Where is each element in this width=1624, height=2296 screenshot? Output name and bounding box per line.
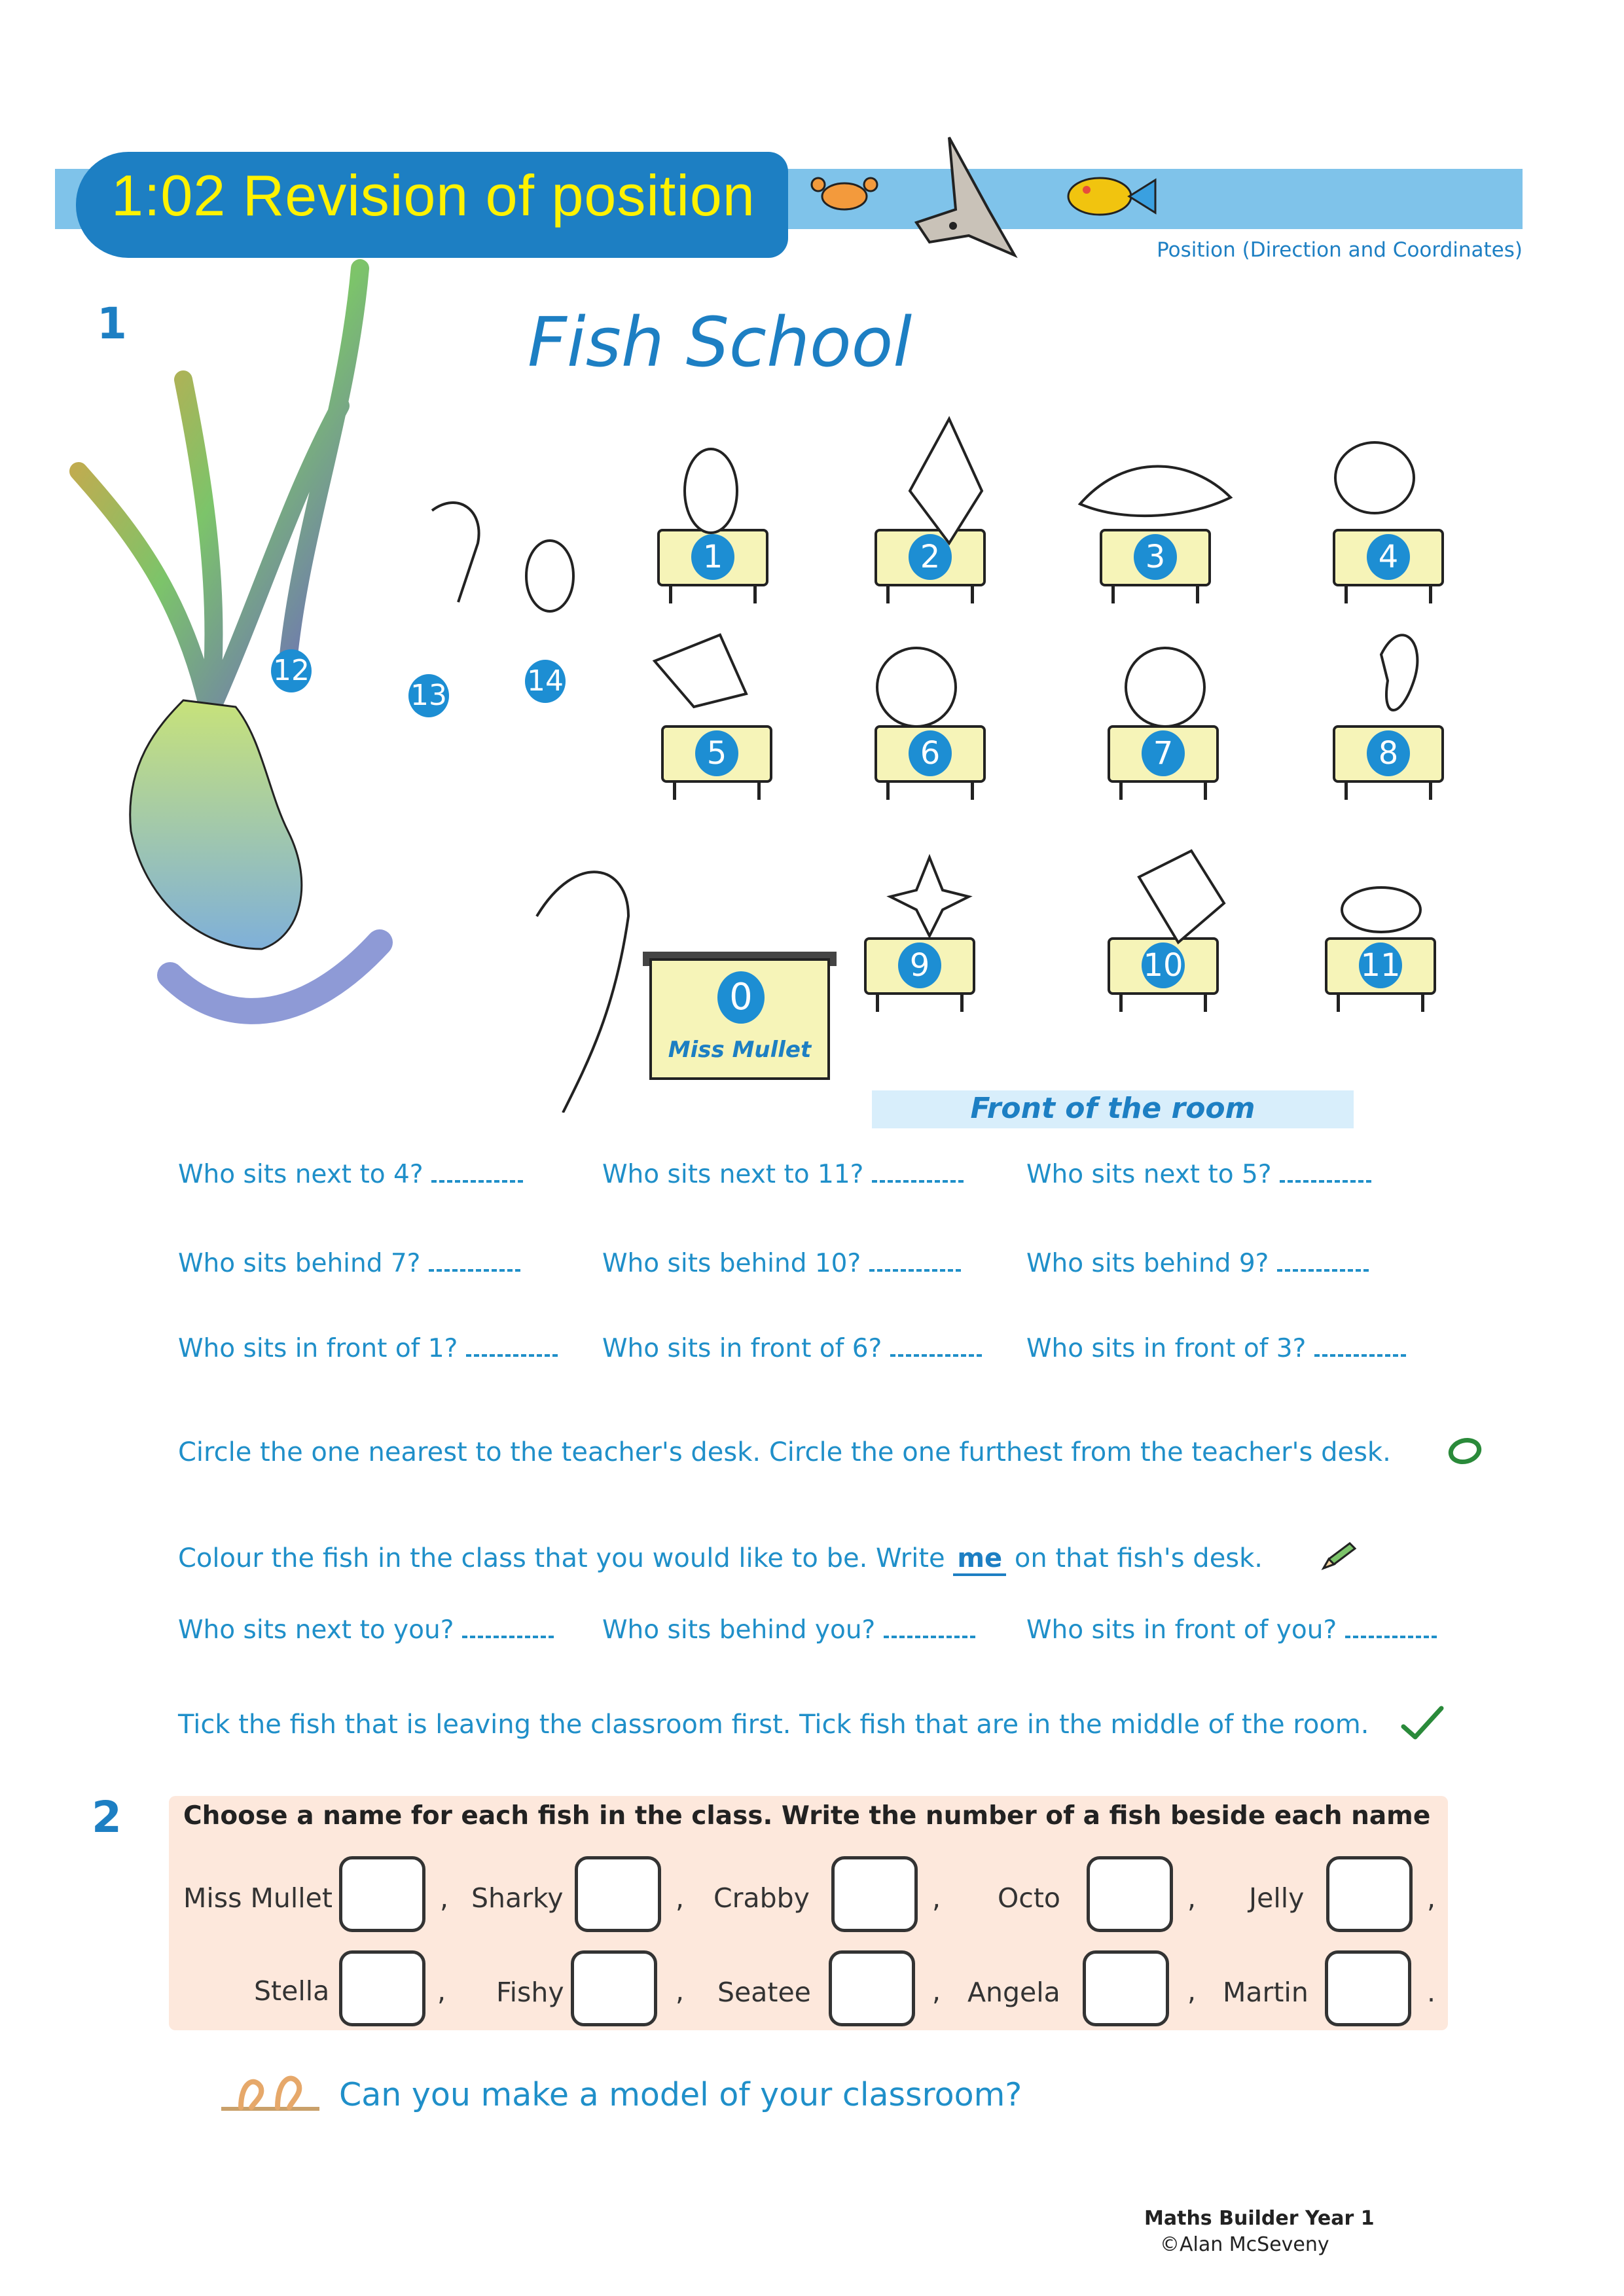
name-label: Crabby [713, 1882, 810, 1914]
number-answer-box[interactable] [1325, 1950, 1411, 2026]
header-sea-creatures [799, 98, 1191, 275]
desk-number: 7 [1142, 730, 1185, 776]
name-label: Miss Mullet [183, 1882, 333, 1914]
footer-author: ©Alan McSeveny [1160, 2233, 1329, 2256]
fish-number-13: 13 [408, 674, 449, 717]
naming-instruction: Choose a name for each fish in the class. Write the number of a fish beside each name [183, 1801, 1431, 1831]
desk-number: 11 [1359, 942, 1402, 988]
separator: , [1187, 1882, 1197, 1914]
number-answer-box[interactable] [1326, 1856, 1413, 1932]
name-label: Angela [967, 1977, 1060, 2008]
footer-book-title: Maths Builder Year 1 [1144, 2207, 1375, 2230]
question-row-3-col-1: Who sits in front of 1? [178, 1334, 558, 1363]
fish-number-14: 14 [525, 660, 566, 703]
name-label: Martin [1223, 1977, 1308, 2008]
answer-blank[interactable] [431, 1174, 523, 1183]
eel-icon [1381, 635, 1417, 710]
name-label: Octo [998, 1882, 1060, 1914]
answer-blank[interactable] [466, 1348, 558, 1357]
parrot-fish-icon [1068, 178, 1155, 215]
number-answer-box[interactable] [831, 1856, 918, 1932]
number-answer-box[interactable] [1087, 1856, 1173, 1932]
stingray-icon [1080, 467, 1231, 516]
section-title: Fish School [528, 302, 912, 382]
number-answer-box[interactable] [339, 1856, 425, 1932]
coral-illustration [52, 255, 471, 1080]
desk-number: 3 [1134, 534, 1177, 580]
name-label: Seatee [717, 1977, 811, 2008]
front-of-room-label: Front of the room [970, 1092, 1255, 1125]
answer-blank[interactable] [1280, 1174, 1371, 1183]
separator: , [676, 1882, 685, 1914]
desk-number: 4 [1367, 534, 1410, 580]
question-row-3-col-3: Who sits in front of 3? [1026, 1334, 1406, 1363]
teacher-name: Miss Mullet [668, 1037, 812, 1063]
starfish-icon [890, 857, 969, 936]
model-question: Can you make a model of your classroom? [339, 2076, 1022, 2113]
question-row-2-col-2: Who sits behind 10? [602, 1249, 961, 1278]
lionfish-icon [877, 648, 956, 726]
you-question-2: Who sits behind you? [602, 1615, 975, 1645]
name-label: Sharky [471, 1882, 564, 1914]
name-label: Stella [254, 1975, 330, 2007]
fish-characters [419, 380, 1499, 1113]
crab-icon [812, 178, 877, 209]
answer-blank[interactable] [890, 1348, 982, 1357]
separator: , [932, 1975, 941, 2007]
you-question-1: Who sits next to you? [178, 1615, 554, 1645]
question-row-2-col-3: Who sits behind 9? [1026, 1249, 1369, 1278]
separator: , [437, 1975, 446, 2007]
desk-number: 6 [909, 730, 952, 776]
question-row-2-col-1: Who sits behind 7? [178, 1249, 520, 1278]
circle-instruction: Circle the one nearest to the teacher's desk. Circle the one furthest from the teacher's desk. [178, 1437, 1391, 1467]
fish-1-icon [685, 449, 737, 533]
question-row-1-col-2: Who sits next to 11? [602, 1160, 964, 1189]
worms-icon [215, 2063, 326, 2115]
crab-fish-icon [1342, 888, 1420, 932]
fish-14-icon [526, 541, 573, 611]
teacher-desk [649, 958, 830, 1092]
answer-blank[interactable] [429, 1263, 520, 1272]
tick-instruction: Tick the fish that is leaving the classroom first. Tick fish that are in the middle of the room. [178, 1710, 1369, 1740]
desk-number: 5 [695, 730, 738, 776]
colour-instruction: Colour the fish in the class that you would like to be. Write me on that fish's desk. [178, 1543, 1263, 1573]
me-word: me [953, 1543, 1006, 1576]
tick-icon [1399, 1704, 1445, 1741]
separator: , [676, 1975, 685, 2007]
teacher-fish-icon [537, 872, 628, 1113]
answer-blank[interactable] [1277, 1263, 1369, 1272]
terminator: . [1427, 1977, 1436, 2008]
octopus-icon [1335, 442, 1414, 513]
number-answer-box[interactable] [1083, 1950, 1169, 2026]
swordfish-icon [655, 635, 746, 707]
desk-number: 1 [691, 534, 734, 580]
shark-icon [916, 137, 1015, 255]
answer-blank[interactable] [869, 1263, 961, 1272]
name-label: Jelly [1249, 1882, 1305, 1914]
question-row-1-col-1: Who sits next to 4? [178, 1160, 523, 1189]
desk-number: 8 [1367, 730, 1410, 776]
teacher-desk-number: 0 [717, 971, 765, 1024]
desk-number: 2 [909, 534, 952, 580]
question-row-3-col-2: Who sits in front of 6? [602, 1334, 982, 1363]
page-subtitle: Position (Direction and Coordinates) [1157, 238, 1523, 262]
answer-blank[interactable] [1345, 1629, 1437, 1638]
separator: , [932, 1882, 941, 1914]
you-question-3: Who sits in front of you? [1026, 1615, 1437, 1645]
number-answer-box[interactable] [829, 1950, 915, 2026]
separator: , [1187, 1975, 1197, 2007]
shark-fish-icon [1139, 851, 1224, 942]
separator: , [1427, 1882, 1436, 1914]
jellyfish-icon [432, 503, 479, 602]
name-label: Fishy [496, 1977, 564, 2008]
question-number-1: 1 [97, 298, 127, 349]
pencil-icon [1320, 1539, 1359, 1572]
answer-blank[interactable] [1314, 1348, 1406, 1357]
circle-icon [1447, 1435, 1483, 1467]
desk-number: 10 [1142, 942, 1185, 988]
angelfish-icon [910, 419, 982, 543]
number-answer-box[interactable] [571, 1950, 657, 2026]
question-row-1-col-3: Who sits next to 5? [1026, 1160, 1371, 1189]
answer-blank[interactable] [884, 1629, 975, 1638]
answer-blank[interactable] [462, 1629, 554, 1638]
number-answer-box[interactable] [575, 1856, 661, 1932]
answer-blank[interactable] [872, 1174, 964, 1183]
desk-number: 9 [898, 942, 941, 988]
question-number-2: 2 [92, 1792, 122, 1842]
number-answer-box[interactable] [339, 1950, 425, 2026]
page-title: 1:02 Revision of position [111, 163, 755, 228]
fish-number-12: 12 [271, 649, 312, 692]
pufferfish-icon [1126, 648, 1204, 726]
separator: , [440, 1882, 449, 1914]
